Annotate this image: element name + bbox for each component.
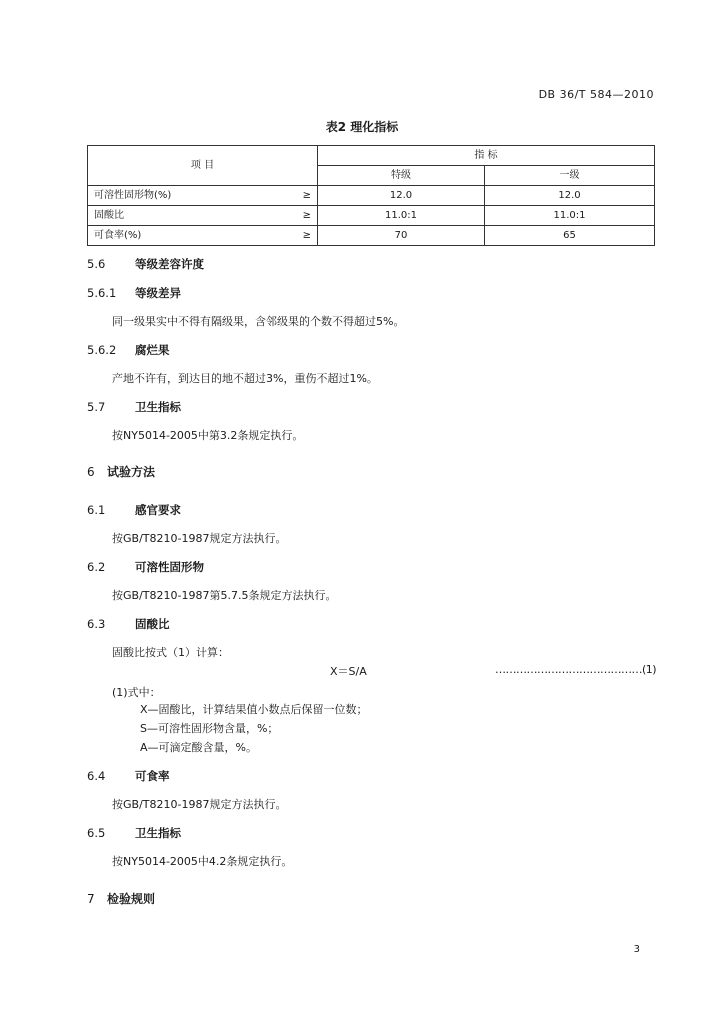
section-6-5-text: 按NY5014-2005中4.2条规定执行。 — [112, 855, 293, 868]
section-5-6-1-text: 同一级果实中不得有隔级果，含邻级果的个数不得超过5%。 — [112, 315, 405, 328]
row-op: ≥ — [302, 190, 311, 201]
table-row — [88, 186, 655, 206]
section-7-heading: 7 检验规则 — [87, 892, 156, 906]
row-op: ≥ — [302, 230, 311, 241]
formula-def-x: X—固酸比，计算结果值小数点后保留一位数； — [140, 703, 368, 716]
section-5-7-text: 按NY5014-2005中第3.2条规定执行。 — [112, 429, 304, 442]
section-5-6-2-heading: 5.6.2 腐烂果 — [87, 343, 170, 357]
header-indicator: 指 标 — [318, 146, 655, 166]
row-name: 可食率(%) — [94, 230, 142, 241]
formula-def-a: A—可滴定酸含量，%。 — [140, 741, 257, 754]
row-special: 12.0 — [318, 186, 485, 206]
table-header-row — [88, 146, 655, 166]
section-5-6-1-heading: 5.6.1 等级差异 — [87, 286, 181, 300]
section-5-6-heading: 5.6 等级差容许度 — [87, 257, 204, 271]
section-6-1-text: 按GB/T8210-1987规定方法执行。 — [112, 532, 287, 545]
section-6-5-heading: 6.5 卫生指标 — [87, 826, 181, 840]
section-6-4-heading: 6.4 可食率 — [87, 769, 170, 783]
table-row — [88, 226, 655, 246]
table-row — [88, 206, 655, 226]
section-6-4-text: 按GB/T8210-1987规定方法执行。 — [112, 798, 287, 811]
formula: X＝S/A — [330, 665, 367, 678]
section-6-1-heading: 6.1 感官要求 — [87, 503, 181, 517]
section-6-2-heading: 6.2 可溶性固形物 — [87, 560, 204, 574]
header-grade-special: 特级 — [318, 166, 485, 186]
formula-def-s: S—可溶性固形物含量，%； — [140, 722, 279, 735]
formula-where: (1)式中： — [112, 686, 161, 699]
section-5-7-heading: 5.7 卫生指标 — [87, 400, 181, 414]
row-first: 65 — [485, 226, 655, 246]
row-name: 可溶性固形物(%) — [94, 190, 172, 201]
row-name: 固酸比 — [94, 210, 124, 221]
row-first: 11.0:1 — [485, 206, 655, 226]
header-item: 项 目 — [88, 146, 318, 186]
section-6-3-intro: 固酸比按式（1）计算： — [112, 646, 229, 659]
section-6-2-text: 按GB/T8210-1987第5.7.5条规定方法执行。 — [112, 589, 337, 602]
section-6-3-heading: 6.3 固酸比 — [87, 617, 170, 631]
row-first: 12.0 — [485, 186, 655, 206]
header-grade-first: 一级 — [485, 166, 655, 186]
document-number: DB 36/T 584—2010 — [538, 88, 654, 101]
row-special: 70 — [318, 226, 485, 246]
physicochemical-table — [87, 145, 655, 246]
formula-number: ……………………………………(1) — [495, 663, 657, 676]
row-op: ≥ — [302, 210, 311, 221]
section-6-heading: 6 试验方法 — [87, 465, 156, 479]
page-number: 3 — [633, 944, 640, 955]
row-special: 11.0:1 — [318, 206, 485, 226]
table-caption: 表2 理化指标 — [325, 120, 399, 134]
section-5-6-2-text: 产地不许有，到达目的地不超过3%，重伤不超过1%。 — [112, 372, 378, 385]
